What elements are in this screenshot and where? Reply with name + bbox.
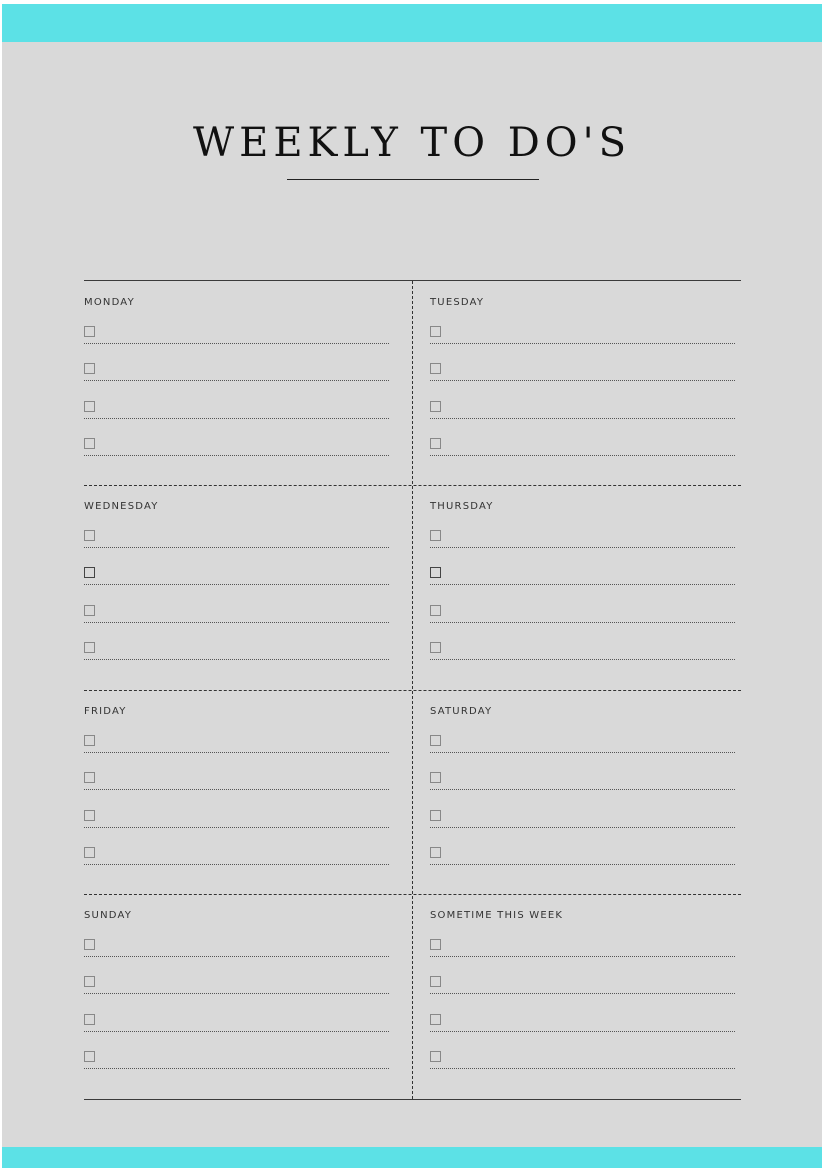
todo-write-line [430,993,735,994]
checkbox[interactable] [84,976,95,987]
planner-page [2,4,822,1168]
todo-item [430,935,735,957]
section-friday [84,690,389,894]
checkbox[interactable] [84,810,95,821]
todo-write-line [84,584,389,585]
todo-write-line [430,584,735,585]
todo-write-line [84,659,389,660]
todo-item [430,731,735,753]
checkbox[interactable] [84,735,95,746]
checkbox[interactable] [84,1051,95,1062]
todo-write-line [430,752,735,753]
todo-write-line [430,622,735,623]
todo-write-line [430,343,735,344]
checkbox[interactable] [84,363,95,374]
todo-write-line [430,455,735,456]
todo-write-line [430,789,735,790]
todo-item [84,359,389,381]
checkbox[interactable] [84,530,95,541]
weekly-grid [84,280,741,1100]
checkbox[interactable] [430,939,441,950]
checkbox[interactable] [430,1014,441,1025]
todo-write-line [84,956,389,957]
title-underline [287,179,539,180]
section-wednesday [84,485,389,689]
todo-item [430,972,735,994]
checkbox[interactable] [430,363,441,374]
checkbox[interactable] [84,567,95,578]
todo-item [430,768,735,790]
checkbox[interactable] [430,567,441,578]
todo-write-line [84,993,389,994]
todo-write-line [430,956,735,957]
section-label: SOMETIME THIS WEEK [430,910,564,921]
section-sunday [84,894,389,1098]
todo-write-line [84,343,389,344]
todo-write-line [84,380,389,381]
todo-item [84,843,389,865]
todo-write-line [84,1068,389,1069]
todo-write-line [430,547,735,548]
section-label: WEDNESDAY [84,501,159,512]
checkbox[interactable] [430,810,441,821]
section-label: TUESDAY [430,297,485,308]
todo-item [430,434,735,456]
checkbox[interactable] [430,438,441,449]
checkbox[interactable] [84,605,95,616]
todo-item [430,322,735,344]
todo-write-line [430,380,735,381]
todo-write-line [84,752,389,753]
todo-item [84,563,389,585]
checkbox[interactable] [430,772,441,783]
todo-item [430,359,735,381]
todo-item [84,1010,389,1032]
section-tuesday [430,281,735,485]
checkbox[interactable] [84,401,95,412]
todo-item [84,806,389,828]
page-title: WEEKLY TO DO'S [193,120,631,166]
checkbox[interactable] [84,1014,95,1025]
checkbox[interactable] [84,642,95,653]
section-label: SUNDAY [84,910,133,921]
todo-write-line [84,455,389,456]
todo-item [84,601,389,623]
checkbox[interactable] [430,401,441,412]
todo-write-line [430,418,735,419]
checkbox[interactable] [430,530,441,541]
section-saturday [430,690,735,894]
checkbox[interactable] [84,326,95,337]
section-label: THURSDAY [430,501,494,512]
todo-write-line [84,622,389,623]
checkbox[interactable] [84,939,95,950]
todo-item [84,322,389,344]
checkbox[interactable] [84,438,95,449]
todo-item [430,1010,735,1032]
todo-write-line [430,1031,735,1032]
todo-item [84,768,389,790]
top-accent-band [2,4,822,42]
todo-item [84,434,389,456]
todo-write-line [84,1031,389,1032]
checkbox[interactable] [84,772,95,783]
todo-item [84,731,389,753]
section-label: FRIDAY [84,706,127,717]
checkbox[interactable] [84,847,95,858]
checkbox[interactable] [430,735,441,746]
checkbox[interactable] [430,1051,441,1062]
todo-write-line [84,418,389,419]
todo-item [430,601,735,623]
todo-write-line [84,547,389,548]
todo-item [430,397,735,419]
section-thursday [430,485,735,689]
todo-write-line [430,864,735,865]
todo-item [430,563,735,585]
checkbox[interactable] [430,976,441,987]
todo-item [430,843,735,865]
checkbox[interactable] [430,847,441,858]
todo-item [84,397,389,419]
todo-item [84,972,389,994]
section-sometime-this-week [430,894,735,1098]
checkbox[interactable] [430,605,441,616]
section-label: MONDAY [84,297,135,308]
todo-item [84,935,389,957]
todo-item [84,1047,389,1069]
todo-write-line [84,864,389,865]
section-monday [84,281,389,485]
checkbox[interactable] [430,642,441,653]
todo-item [84,526,389,548]
todo-item [430,806,735,828]
todo-write-line [430,1068,735,1069]
checkbox[interactable] [430,326,441,337]
todo-item [430,1047,735,1069]
todo-item [430,638,735,660]
todo-write-line [430,659,735,660]
todo-item [84,638,389,660]
section-label: SATURDAY [430,706,493,717]
todo-item [430,526,735,548]
todo-write-line [430,827,735,828]
todo-write-line [84,827,389,828]
todo-write-line [84,789,389,790]
bottom-accent-band [2,1147,822,1168]
